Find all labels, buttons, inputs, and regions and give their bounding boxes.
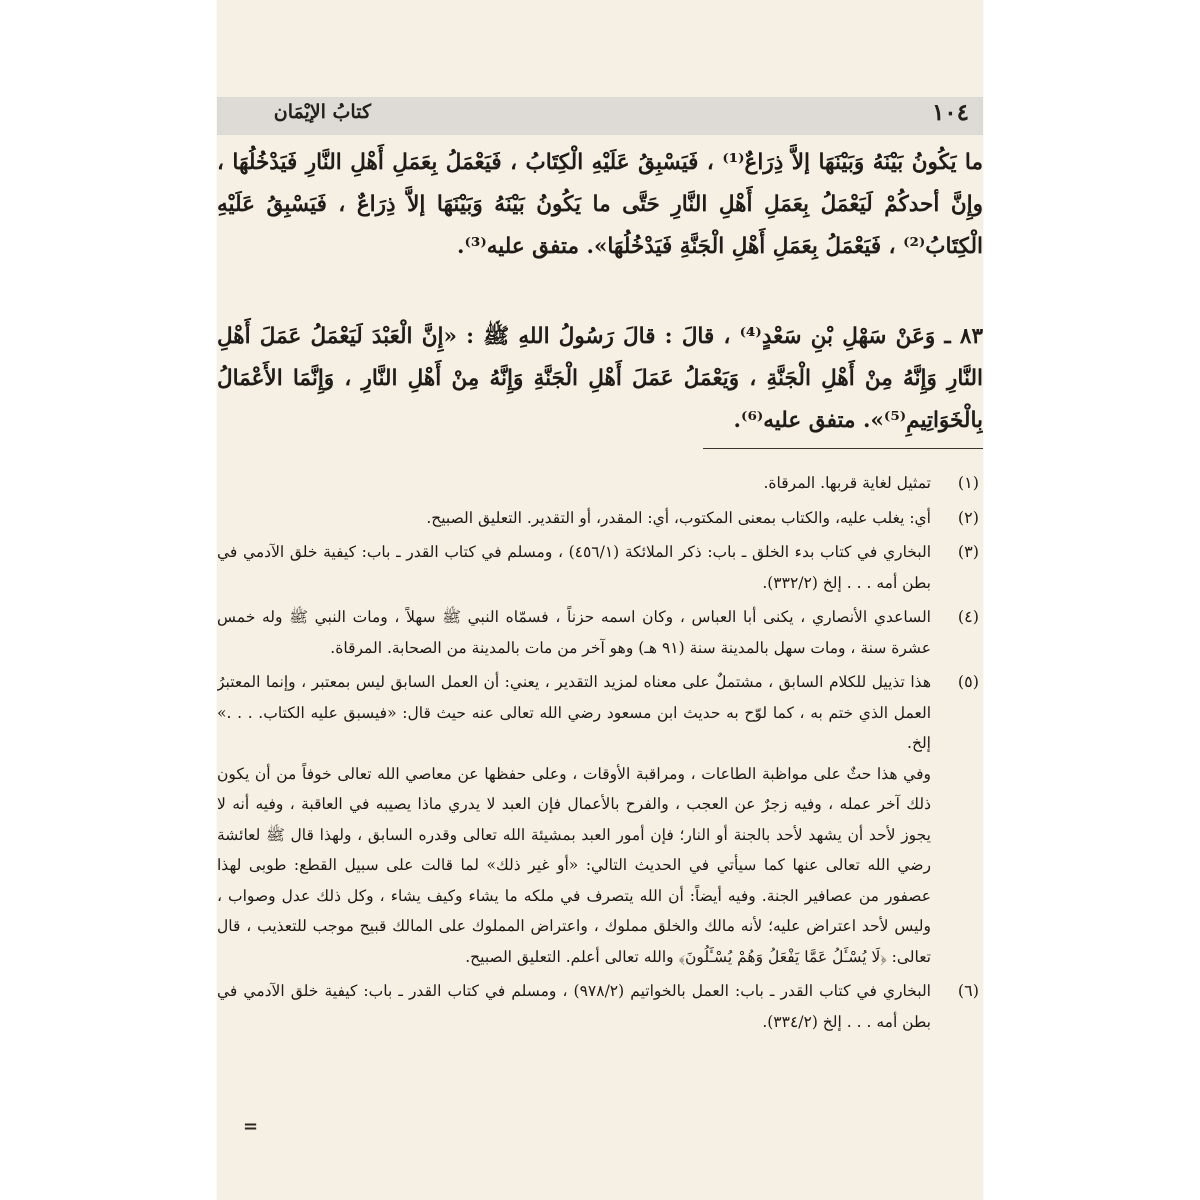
book-page: [217, 0, 983, 1200]
continuation-mark: =: [243, 1116, 259, 1137]
footnote-text: أي: يغلب عليه، والكتاب بمعنى المكتوب، أي: المقدر، أو التقدير. التعليق الصبيح.: [426, 508, 931, 527]
footnote-1: [217, 468, 983, 499]
footnote-text: وفي هذا حثٌ على مواظبة الطاعات ، ومراقبة الأوقات ، وعلى حفظها عن معاصي الله تعالى خوفاً من أن يكون ذلك آخر عمله ، وفيه زجرٌ عن العجب ، والفرح بالأعمال فإن العبد لا يدري ماذا يصيبه في العاقبة ، وفيه أنه لا يجوز لأحد أن يشهد لأحد بالجنة أو النار؛ فإن أمور العبد بمشيئة الله تعالى وقدره السابق ، ولهذا قال ﷺ لعائشة رضي الله تعالى عنها كما سيأتي في الحديث التالي: «أو غير ذلك» لما قالت على سبيل القطع: طوبى لهذا عصفور من عصافير الجنة. وفيه أيضاً: أن الله يتصرف في ملكه ما يشاء وكيف يشاء ، وكل ذلك عدل وصواب ، وليس لأحد اعتراض عليه؛ لأنه مالك والخلق مملوك ، واعتراض المملوك على المالك قبيح موجب للتعذيب ، قال تعالى: ﴿لَا يُسْـَٔلُ عَمَّا يَفْعَلُ وَهُمْ يُسْـَٔلُونَ﴾ والله تعالى أعلم. التعليق الصبيح.: [217, 764, 931, 966]
footnote-text: هذا تذييل للكلام السابق ، مشتملٌ على معناه لمزيد التقدير ، يعني: أن العمل السابق ليس بمعتبر ، وإنما المعتبرُ العمل الذي ختم به ، كما لوّح به حديث ابن مسعود رضي الله تعالى عنه حيث قال: «فيسبق عليه الكتاب. . . .» إلخ.: [217, 673, 931, 752]
hadith-83: ٨٣ ـ وَعَنْ سَهْلِ بْنِ سَعْدٍ⁽⁴⁾ ، قالَ : قالَ رَسُولُ اللهِ ﷺ : «إِنَّ الْعَبْدَ لَيَعْمَلُ عَمَلَ أَهْلِ النَّارِ وَإِنَّهُ مِنْ أَهْلِ الْجَنَّةِ ، وَيَعْمَلُ عَمَلَ أَهْلِ الْجَنَّةِ وَإِنَّهُ مِنْ أَهْلِ النَّارِ ، وَإِنَّمَا الأَعْمَالُ بِالْخَوَاتِيمِ⁽⁵⁾». متفق عليه⁽⁶⁾.: [217, 324, 983, 433]
footnote-number: (٣): [957, 542, 979, 561]
footnote-text: البخاري في كتاب بدء الخلق ـ باب: ذكر الملائكة (٤٥٦/١) ، ومسلم في كتاب القدر ـ باب: كيفية خلق الآدمي في بطن أمه . . . إلخ (٣٣٢/٢).: [217, 543, 931, 592]
footnote-text: تمثيل لغاية قربها. المرقاة.: [763, 474, 931, 492]
footnote-number: (٦): [957, 981, 979, 1000]
hadith-82-continuation: ما يَكُونُ بَيْنَهُ وَبَيْنَهَا إلاَّ ذِرَاعٌ⁽¹⁾ ، فَيَسْبِقُ عَلَيْهِ الْكِتَابُ ، فَيَعْمَلُ بِعَمَلِ أَهْلِ النَّارِ فَيَدْخُلُهَا ، وإِنَّ أحدكُمْ لَيَعْمَلُ بِعَمَلِ أَهْلِ النَّارِ حَتَّى ما يَكُونُ بَيْنَهُ وَبَيْنَهَا إلاَّ ذِرَاعٌ ، فَيَسْبِقُ عَلَيْهِ الْكِتَابُ⁽²⁾ ، فَيَعْمَلُ بِعَمَلِ أَهْلِ الْجَنَّةِ فَيَدْخُلُهَا». متفق عليه⁽³⁾.: [217, 150, 983, 259]
footnote-divider: [703, 448, 983, 449]
footnote-5: [217, 667, 983, 972]
footnote-6: [217, 976, 983, 1037]
footnote-text: الساعدي الأنصاري ، يكنى أبا العباس ، وكان اسمه حزناً ، فسمّاه النبي ﷺ سهلاً ، ومات النبي ﷺ وله خمس عشرة سنة ، ومات سهل بالمدينة سنة (٩١ هـ) وهو آخر من مات بالمدينة من الصحابة. المرقاة.: [217, 608, 931, 657]
footnote-2: [217, 503, 983, 534]
page-number: ١٠٤: [931, 99, 969, 126]
footnote-3: [217, 537, 983, 598]
footnote-number: (١): [957, 473, 979, 492]
footnote-text: البخاري في كتاب القدر ـ باب: العمل بالخواتيم (٩٧٨/٢) ، ومسلم في كتاب القدر ـ باب: كيفية خلق الآدمي في بطن أمه . . . إلخ (٣٣٤/٢).: [217, 982, 931, 1031]
footnote-4: [217, 602, 983, 663]
footnotes: [217, 468, 983, 1041]
footnote-number: (٤): [957, 607, 979, 626]
footnote-number: (٢): [957, 507, 979, 527]
chapter-title: كتابُ الإيْمَان: [273, 101, 371, 123]
footnote-number: (٥): [957, 672, 979, 691]
